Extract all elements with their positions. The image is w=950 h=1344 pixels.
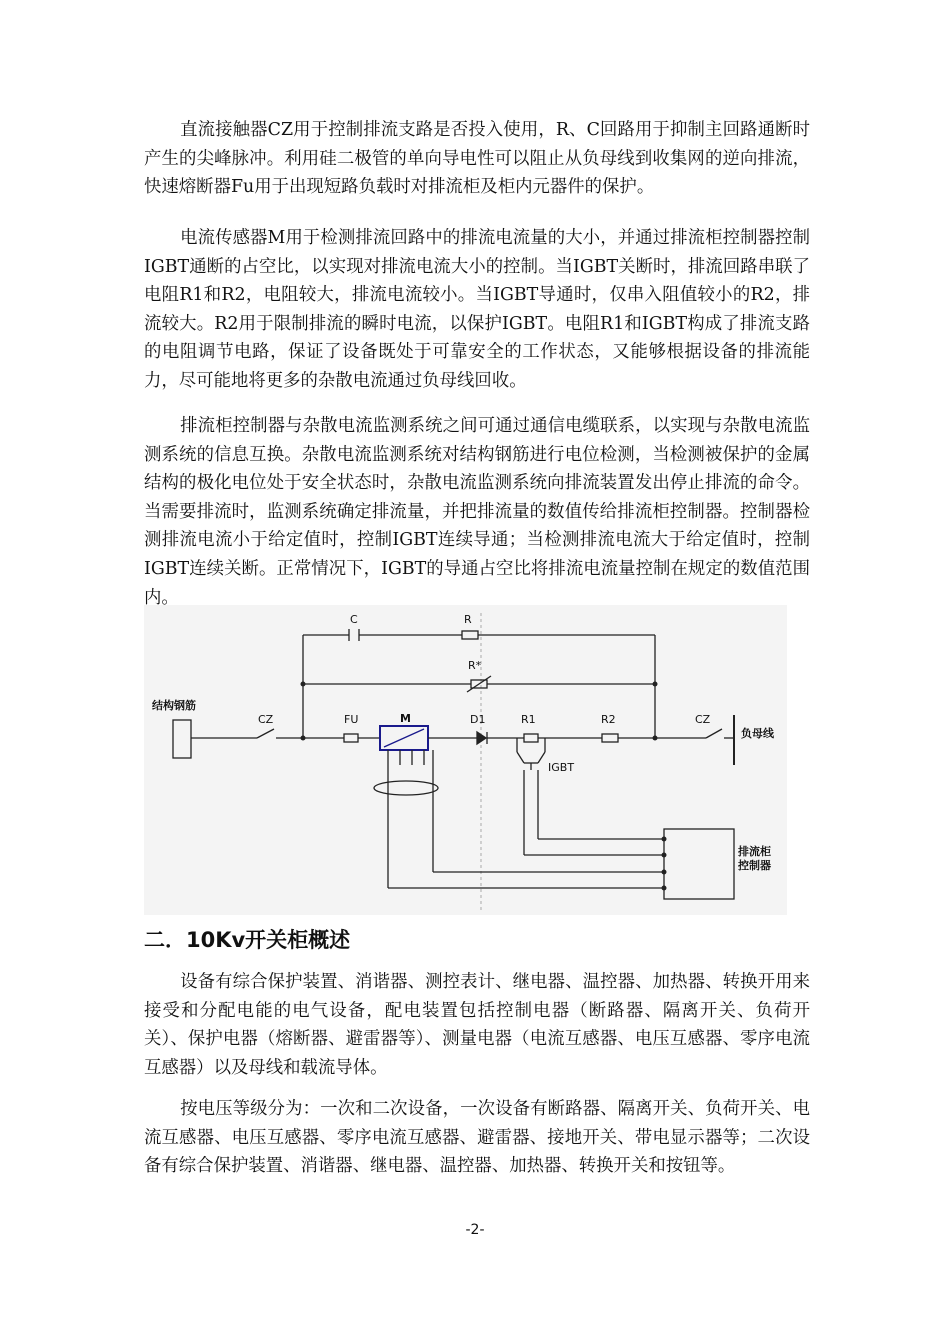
label-diode-d1: D1 xyxy=(470,713,486,726)
junction-dot xyxy=(662,837,667,842)
label-varistor-rstar: R* xyxy=(468,659,482,672)
label-igbt: IGBT xyxy=(548,761,575,774)
paragraph-contactor xyxy=(144,116,810,202)
resistor-r2 xyxy=(602,734,618,742)
switch-cz-left xyxy=(257,729,274,738)
label-resistor-r2: R2 xyxy=(601,713,616,726)
resistor-r1 xyxy=(524,734,538,742)
label-resistor-r1: R1 xyxy=(521,713,536,726)
paragraph-voltage-classes xyxy=(144,1095,810,1181)
paragraph-text: 电流传感器M用于检测排流回路中的排流电流量的大小，并通过排流柜控制器控制IGBT通断的占空比，以实现对排流电流大小的控制。当IGBT关断时，排流回路串联了电阻R1和R2，电阻较大，排流电流较小。当IGBT导通时，仅串入阻值较小的R2，排流较大。R2用于限制排流的瞬时电流，以保护IGBT。电阻R1和IGBT构成了排流支路的电阻调节电路，保证了设备既处于可靠安全的工作状态，又能够根据设备的排流能力，尽可能地将更多的杂散电流通过负母线回收。 xyxy=(144,228,810,391)
label-cz-left: CZ xyxy=(258,713,274,726)
paragraph-text: 直流接触器CZ用于控制排流支路是否投入使用，R、C回路用于抑制主回路通断时产生的尖峰脉冲。利用硅二极管的单向导电性可以阻止从负母线到收集网的逆向排流，快速熔断器Fu用于出现短路负载时对排流柜及柜内元器件的保护。 xyxy=(144,120,810,198)
current-sensor-m xyxy=(384,729,424,747)
paragraph-current-sensor xyxy=(144,224,810,396)
label-cz-right: CZ xyxy=(695,713,711,726)
paragraph-text: 按电压等级分为：一次和二次设备，一次设备有断路器、隔离开关、负荷开关、电流互感器、电压互感器、零序电流互感器、避雷器、接地开关、带电显示器等；二次设备有综合保护装置、消谐器、继电器、温控器、加热器、转换开关和按钮等。 xyxy=(144,1099,810,1177)
junction-dot xyxy=(662,886,667,891)
igbt-symbol xyxy=(538,752,545,763)
paragraph-switchgear-overview xyxy=(144,968,810,1082)
switch-cz-right xyxy=(706,729,722,738)
junction-dot xyxy=(301,682,306,687)
paragraph-controller xyxy=(144,412,810,612)
resistor-r xyxy=(462,631,478,639)
junction-dot xyxy=(653,736,658,741)
fuse-fu xyxy=(344,734,358,742)
drainage-controller-box xyxy=(664,829,734,899)
current-transformer-ring xyxy=(374,781,438,795)
label-controller-line1: 排流柜 xyxy=(738,845,771,858)
igbt-symbol xyxy=(517,752,524,763)
junction-dot xyxy=(301,736,306,741)
label-fuse-fu: FU xyxy=(344,713,359,726)
junction-dot xyxy=(662,870,667,875)
section-heading: 二．10Kv开关柜概述 xyxy=(144,928,351,952)
label-capacitor-c: C xyxy=(350,613,358,626)
label-structure-steel: 结构钢筋 xyxy=(152,699,196,712)
label-negative-bus: 负母线 xyxy=(741,727,774,740)
page-number: -2- xyxy=(465,1222,485,1238)
paragraph-text: 设备有综合保护装置、消谐器、测控表计、继电器、温控器、加热器、转换开用来接受和分配电能的电气设备，配电装置包括控制电器（断路器、隔离开关、负荷开关）、保护电器（熔断器、避雷器等）、测量电器（电流互感器、电压互感器、零序电流互感器）以及母线和载流导体。 xyxy=(144,972,810,1078)
label-resistor-r: R xyxy=(464,613,472,626)
paragraph-text: 排流柜控制器与杂散电流监测系统之间可通过通信电缆联系，以实现与杂散电流监测系统的信息互换。杂散电流监测系统对结构钢筋进行电位检测，当检测被保护的金属结构的极化电位处于安全状态时，杂散电流监测系统向排流装置发出停止排流的命令。当需要排流时，监测系统确定排流量，并把排流量的数值传给排流柜控制器。控制器检测排流电流小于给定值时，控制IGBT连续导通；当检测排流电流大于给定值时，控制IGBT连续关断。正常情况下，IGBT的导通占空比将排流电流量控制在规定的数值范围内。 xyxy=(144,416,810,608)
structure-steel-box xyxy=(173,720,191,758)
label-controller-line2: 控制器 xyxy=(738,859,771,872)
drainage-circuit-diagram xyxy=(144,605,787,915)
junction-dot xyxy=(662,853,667,858)
label-sensor-m: M xyxy=(400,712,411,725)
junction-dot xyxy=(653,682,658,687)
